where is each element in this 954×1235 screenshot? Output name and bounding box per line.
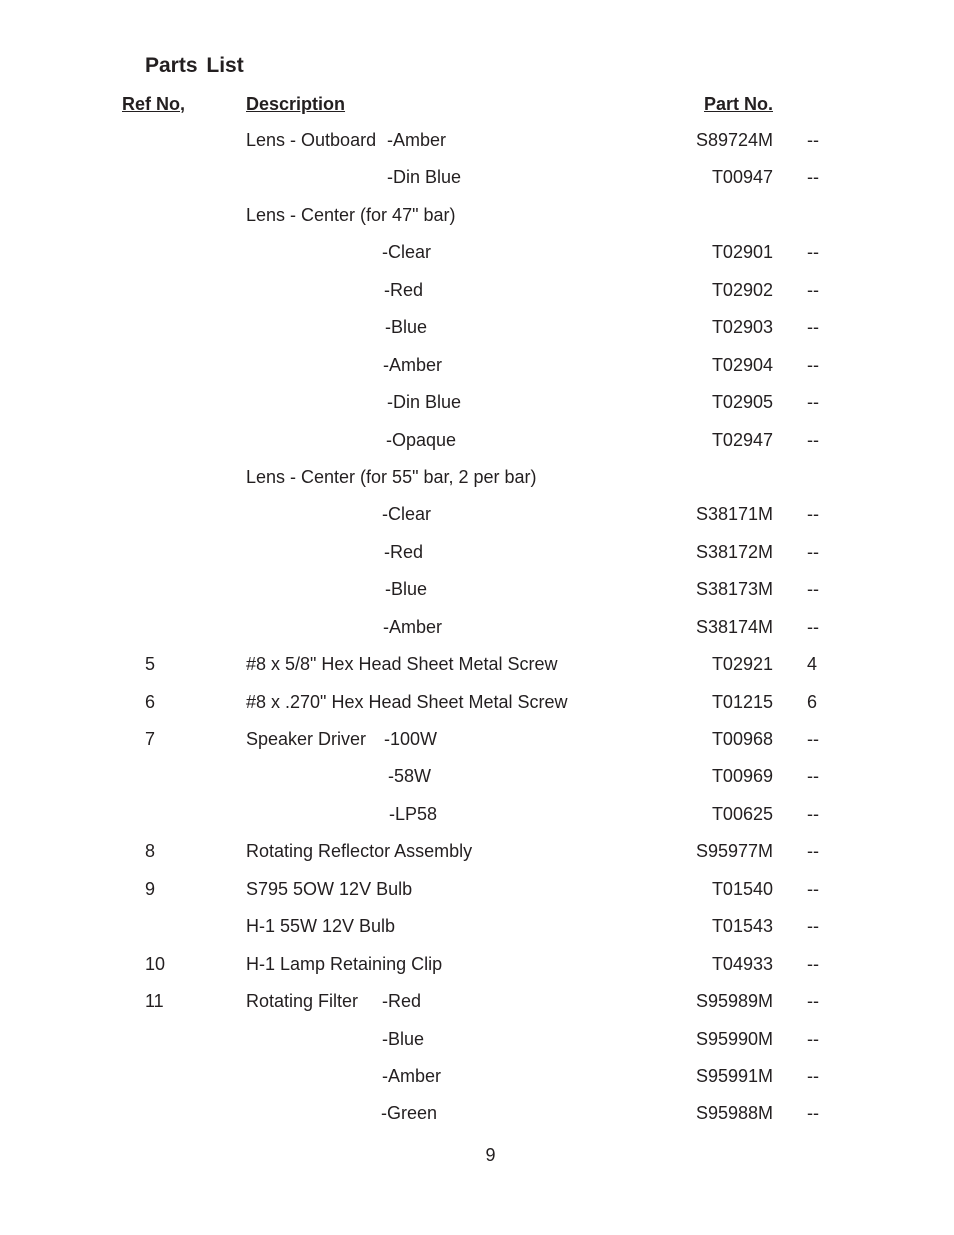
part-no-cell: T02921 — [711, 654, 773, 675]
variant-cell: -Clear — [382, 504, 432, 525]
variant-cell: -Blue — [385, 579, 428, 600]
part-no-header: Part No. — [703, 94, 773, 114]
ref-no-header: Ref No, — [122, 94, 185, 114]
ref-no-cell: 6 — [145, 691, 156, 712]
table-row — [0, 430, 954, 467]
part-no-cell: S38171M — [695, 504, 773, 525]
table-row — [0, 205, 954, 242]
description-header: Description — [246, 94, 346, 114]
description-cell: Speaker Driver — [246, 729, 367, 749]
quantity-cell: 4 — [807, 654, 818, 675]
table-row — [0, 542, 954, 579]
description-cell: Lens - Center (for 55" bar, 2 per bar) — [246, 466, 537, 487]
part-no-cell: S95988M — [695, 1103, 773, 1124]
variant-cell: -Blue — [382, 1028, 425, 1049]
page-title: Parts List — [145, 54, 244, 77]
table-row — [0, 242, 954, 279]
quantity-cell: -- — [807, 991, 819, 1012]
part-no-cell: S95977M — [695, 841, 773, 862]
quantity-cell: -- — [807, 392, 819, 413]
variant-cell: -100W — [384, 729, 438, 749]
page-number: 9 — [485, 1145, 496, 1165]
table-row — [0, 504, 954, 541]
table-row — [0, 916, 954, 953]
table-row — [0, 804, 954, 841]
quantity-cell: -- — [807, 953, 819, 974]
quantity-cell: -- — [807, 1103, 819, 1124]
part-no-cell: T00947 — [711, 167, 773, 188]
description-cell: H-1 55W 12V Bulb — [246, 916, 396, 937]
table-row — [0, 766, 954, 803]
quantity-cell: -- — [807, 916, 819, 937]
table-row — [0, 579, 954, 616]
part-no-cell: T02904 — [711, 354, 773, 375]
quantity-cell: -- — [807, 504, 819, 525]
table-row — [0, 692, 954, 729]
table-row — [0, 1029, 954, 1066]
description-cell: #8 x 5/8" Hex Head Sheet Metal Screw — [246, 654, 558, 675]
part-no-cell: T02947 — [711, 429, 773, 450]
variant-cell: -Amber — [383, 354, 443, 375]
part-no-cell: T01543 — [711, 916, 773, 937]
description-cell: Rotating Filter — [246, 991, 359, 1012]
table-row — [0, 355, 954, 392]
part-no-cell: S89724M — [695, 130, 773, 150]
quantity-cell: -- — [807, 766, 819, 787]
part-no-cell: T00625 — [711, 803, 773, 824]
table-row — [0, 467, 954, 504]
quantity-cell: -- — [807, 541, 819, 562]
table-row — [0, 130, 954, 167]
part-no-cell: S38173M — [695, 579, 773, 600]
description-cell: H-1 Lamp Retaining Clip — [246, 953, 443, 974]
quantity-cell: -- — [807, 242, 819, 263]
part-no-cell: T02905 — [711, 392, 773, 413]
ref-no-cell: 8 — [145, 841, 156, 862]
variant-cell: -Din Blue — [387, 392, 462, 413]
quantity-cell: -- — [807, 317, 819, 338]
quantity-cell: -- — [807, 130, 819, 150]
ref-no-cell: 10 — [145, 953, 166, 974]
description-cell: Lens - Outboard — [246, 130, 377, 150]
parts-table — [0, 130, 954, 1141]
quantity-cell: -- — [807, 354, 819, 375]
table-row — [0, 392, 954, 429]
part-no-cell: T02901 — [711, 242, 773, 263]
quantity-cell: -- — [807, 878, 819, 899]
description-cell: #8 x .270" Hex Head Sheet Metal Screw — [246, 691, 568, 712]
table-row — [0, 1103, 954, 1140]
ref-no-cell: 11 — [145, 991, 164, 1012]
table-row — [0, 879, 954, 916]
variant-cell: -Amber — [383, 616, 443, 637]
quantity-cell: -- — [807, 167, 819, 188]
table-row — [0, 954, 954, 991]
part-no-cell: T02903 — [711, 317, 773, 338]
variant-cell: -Opaque — [386, 429, 457, 450]
quantity-cell: -- — [807, 1028, 819, 1049]
table-row — [0, 1066, 954, 1103]
variant-cell: -Amber — [387, 130, 447, 150]
part-no-cell: T04933 — [711, 953, 773, 974]
table-row — [0, 991, 954, 1028]
description-cell: S795 5OW 12V Bulb — [246, 878, 413, 899]
variant-cell: -Red — [384, 279, 424, 300]
variant-cell: -Blue — [385, 317, 428, 338]
quantity-cell: -- — [807, 279, 819, 300]
variant-cell: -Din Blue — [387, 167, 462, 188]
quantity-cell: 6 — [807, 691, 818, 712]
variant-cell: -Clear — [382, 242, 432, 263]
quantity-cell: -- — [807, 729, 819, 749]
ref-no-cell: 5 — [145, 654, 156, 675]
variant-cell: -Green — [381, 1103, 438, 1124]
variant-cell: -LP58 — [389, 803, 438, 824]
table-row — [0, 317, 954, 354]
table-row — [0, 280, 954, 317]
variant-cell: -58W — [388, 766, 432, 787]
ref-no-cell: 7 — [145, 729, 156, 749]
part-no-cell: T02902 — [711, 279, 773, 300]
table-row — [0, 617, 954, 654]
variant-cell: -Amber — [382, 1065, 442, 1086]
quantity-cell: -- — [807, 803, 819, 824]
table-row — [0, 654, 954, 691]
variant-cell: -Red — [384, 541, 424, 562]
table-row — [0, 729, 954, 766]
quantity-cell: -- — [807, 1065, 819, 1086]
description-cell: Lens - Center (for 47" bar) — [246, 204, 456, 225]
part-no-cell: T01540 — [711, 878, 773, 899]
description-cell: Rotating Reflector Assembly — [246, 841, 473, 862]
part-no-cell: S95990M — [695, 1028, 773, 1049]
quantity-cell: -- — [807, 616, 819, 637]
quantity-cell: -- — [807, 579, 819, 600]
part-no-cell: S38174M — [695, 616, 773, 637]
table-row — [0, 841, 954, 878]
quantity-cell: -- — [807, 429, 819, 450]
ref-no-cell: 9 — [145, 878, 156, 899]
table-row — [0, 167, 954, 204]
part-no-cell: T00968 — [711, 729, 773, 749]
part-no-cell: S95991M — [695, 1065, 773, 1086]
variant-cell: -Red — [382, 991, 422, 1012]
part-no-cell: T00969 — [711, 766, 773, 787]
part-no-cell: S38172M — [695, 541, 773, 562]
quantity-cell: -- — [807, 841, 819, 862]
part-no-cell: T01215 — [711, 691, 773, 712]
part-no-cell: S95989M — [695, 991, 773, 1012]
